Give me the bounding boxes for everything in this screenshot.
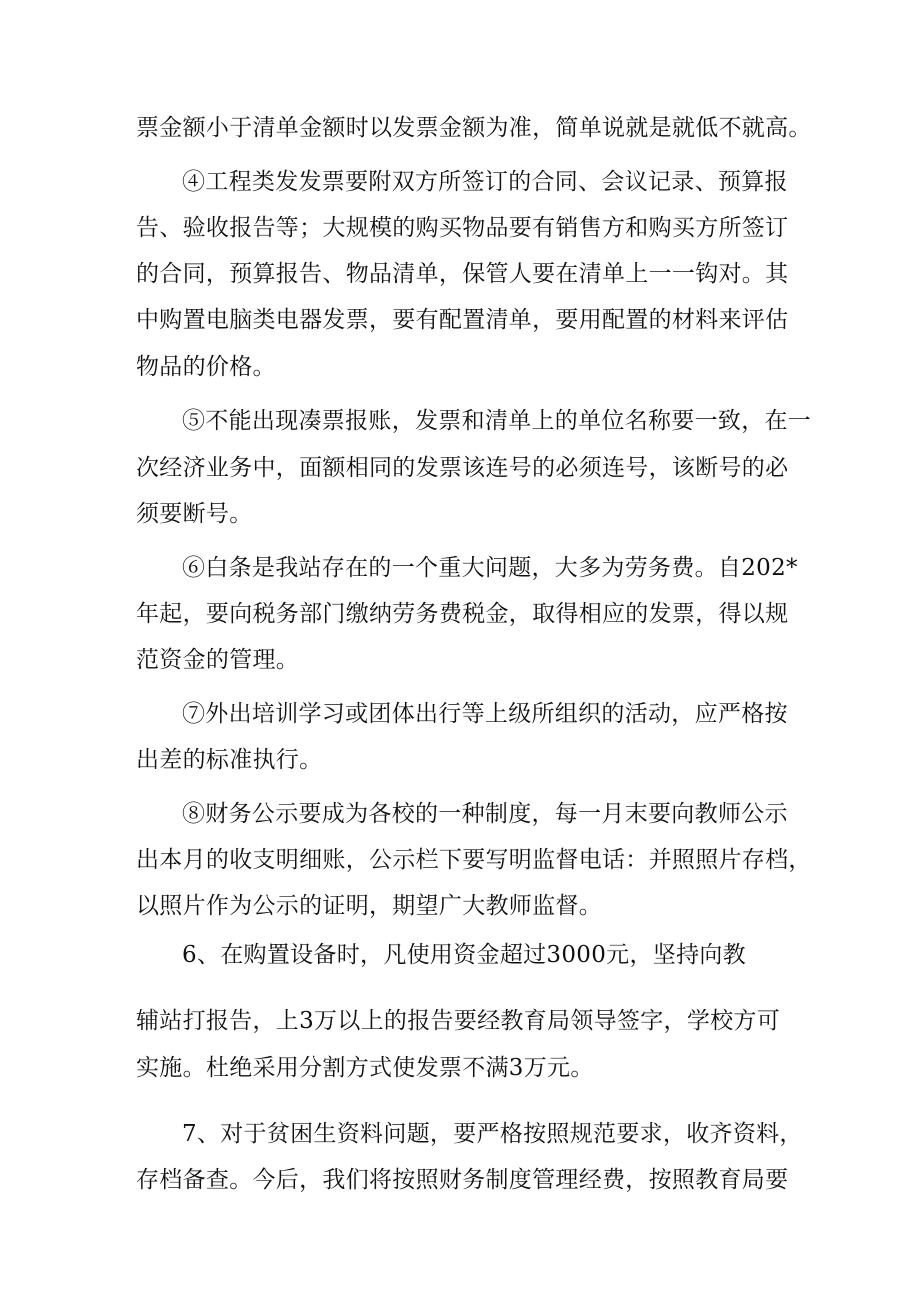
text-line: 出差的标准执行。 xyxy=(136,747,323,773)
text-line: ④工程类发发票要附双方所签订的合同、会议记录、预算报 xyxy=(182,169,788,195)
text-line: 物品的价格。 xyxy=(136,354,276,380)
text-line: 年起，要向税务部门缴纳劳务费税金，取得相应的发票，得以规 xyxy=(136,601,789,627)
text-line: 存档备查。今后，我们将按照财务制度管理经费，按照教育局要 xyxy=(136,1167,789,1193)
text-line: 出本月的收支明细账，公示栏下要写明监督电话：并照照片存档， xyxy=(136,847,812,873)
text-line: 辅站打报告，上3万以上的报告要经教育局领导签字，学校方可 xyxy=(136,1008,781,1034)
text-line: 6、在购置设备时，凡使用资金超过3000元，坚持向教 xyxy=(182,942,746,968)
text-line: 范资金的管理。 xyxy=(136,647,300,673)
text-line: 次经济业务中，面额相同的发票该连号的必须连号，该断号的必 xyxy=(136,455,789,481)
text-line: 票金额小于清单金额时以发票金额为准，简单说就是就低不就高。 xyxy=(136,115,812,141)
text-line: ⑤不能出现凑票报账，发票和清单上的单位名称要一致，在一 xyxy=(182,408,812,434)
text-line: 7、对于贫困生资料问题，要严格按照规范要求，收齐资料， xyxy=(182,1121,803,1147)
text-line: 中购置电脑类电器发票，要有配置清单，要用配置的材料来评估 xyxy=(136,307,789,333)
text-line: 的合同，预算报告、物品清单，保管人要在清单上一一钩对。其 xyxy=(136,261,789,287)
text-line: ⑥白条是我站存在的一个重大问题，大多为劳务费。自202* xyxy=(182,555,798,581)
text-line: 告、验收报告等；大规模的购买物品要有销售方和购买方所签订 xyxy=(136,215,789,241)
text-line: 以照片作为公示的证明，期望广大教师监督。 xyxy=(136,893,602,919)
text-line: ⑦外出培训学习或团体出行等上级所组织的活动，应严格按 xyxy=(182,701,788,727)
text-line: 须要断号。 xyxy=(136,501,253,527)
text-line: ⑧财务公示要成为各校的一种制度，每一月末要向教师公示 xyxy=(182,801,788,827)
text-line: 实施。杜绝采用分割方式使发票不满3万元。 xyxy=(136,1055,594,1081)
